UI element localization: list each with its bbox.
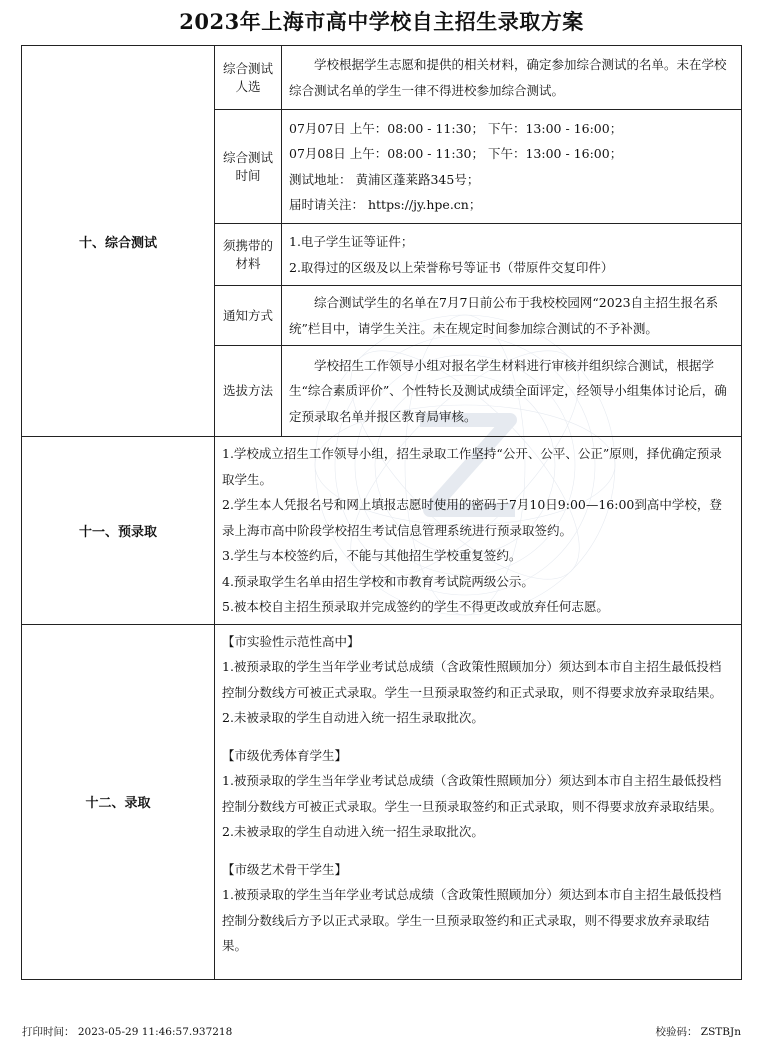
material-item: 2.取得过的区级及以上荣誉称号等证书（带原件交复印件） [289, 259, 614, 275]
row-text-test-time [282, 110, 742, 224]
pre-admission-item: 3.学生与本校签约后，不能与其他招生学校重复签约。 [222, 548, 522, 563]
schedule-line: 07月07日 上午：08:00 - 11:30； 下午：13:00 - 16:00； [289, 120, 623, 136]
section-11-content [215, 437, 742, 625]
admission-item: 1.被预录取的学生当年学业考试总成绩（含政策性照顾加分）须达到本市自主招生最低投档控制分数线方可被正式录取。学生一旦预录取签约和正式录取，则不得要求放弃录取结果。 [222, 773, 723, 814]
pre-admission-item: 1.学校成立招生工作领导小组，招生录取工作坚持“公开、公平、公正”原则，择优确定预录取学生。 [222, 446, 722, 487]
test-address: 测试地址： 黄浦区蓬莱路345号； [289, 171, 480, 187]
section-10-title: 十、综合测试 [22, 46, 215, 437]
row-label-notification: 通知方式 [215, 286, 282, 346]
row-text-notification: 综合测试学生的名单在7月7日前公布于我校校园网“2023自主招生报名系统”栏目中，请学生关注。未在规定时间参加综合测试的不予补测。 [282, 286, 742, 346]
pre-admission-item: 5.被本校自主招生预录取并完成签约的学生不得更改或放弃任何志愿。 [222, 599, 609, 614]
material-item: 1.电子学生证等证件； [289, 234, 414, 249]
admission-plan-table [21, 45, 742, 980]
admission-item: 2.未被录取的学生自动进入统一招生录取批次。 [222, 710, 484, 725]
row-text-candidates: 学校根据学生志愿和提供的相关材料，确定参加综合测试的名单。未在学校综合测试名单的学生一律不得进校参加综合测试。 [282, 46, 742, 110]
group-heading: 【市级艺术骨干学生】 [222, 861, 348, 877]
row-text-materials [282, 224, 742, 286]
row-label-selection: 选拔方法 [215, 346, 282, 437]
schedule-line: 07月08日 上午：08:00 - 11:30； 下午：13:00 - 16:00； [289, 146, 623, 161]
section-12-content [215, 624, 742, 979]
row-label-test-time: 综合测试时间 [215, 110, 282, 224]
section-11-title: 十一、预录取 [22, 437, 215, 625]
admission-item: 1.被预录取的学生当年学业考试总成绩（含政策性照顾加分）须达到本市自主招生最低投档控制分数线后方予以正式录取。学生一旦预录取签约和正式录取，则不得要求放弃录取结果。 [222, 887, 722, 953]
website-notice: 届时请关注： https://jy.hpe.cn； [289, 197, 482, 212]
section-12-title: 十二、录取 [22, 624, 215, 979]
row-label-materials: 须携带的材料 [215, 224, 282, 286]
row-text-selection: 学校招生工作领导小组对报名学生材料进行审核并组织综合测试，根据学生“综合素质评价”、个性特长及测试成绩全面评定，经领导小组集体讨论后，确定预录取名单并报区教育局审核。 [282, 346, 742, 437]
verify-code: 校验码： ZSTBJn [655, 1026, 741, 1038]
row-label-candidates: 综合测试人选 [215, 46, 282, 110]
group-heading: 【市实验性示范性高中】 [222, 633, 360, 649]
print-time: 打印时间： 2023-05-29 11:46:57.937218 [22, 1026, 233, 1038]
admission-item: 1.被预录取的学生当年学业考试总成绩（含政策性照顾加分）须达到本市自主招生最低投档控制分数线方可被正式录取。学生一旦预录取签约和正式录取，则不得要求放弃录取结果。 [222, 659, 723, 700]
pre-admission-item: 2.学生本人凭报名号和网上填报志愿时使用的密码于7月10日9:00—16:00到高中学校，登录上海市高中阶段学校招生考试信息管理系统进行预录取签约。 [222, 497, 722, 538]
page-title: 2023年上海市高中学校自主招生录取方案 [179, 9, 584, 34]
pre-admission-item: 4.预录取学生名单由招生学校和市教育考试院两级公示。 [222, 573, 534, 589]
admission-item: 2.未被录取的学生自动进入统一招生录取批次。 [222, 824, 484, 839]
group-heading: 【市级优秀体育学生】 [222, 747, 348, 763]
